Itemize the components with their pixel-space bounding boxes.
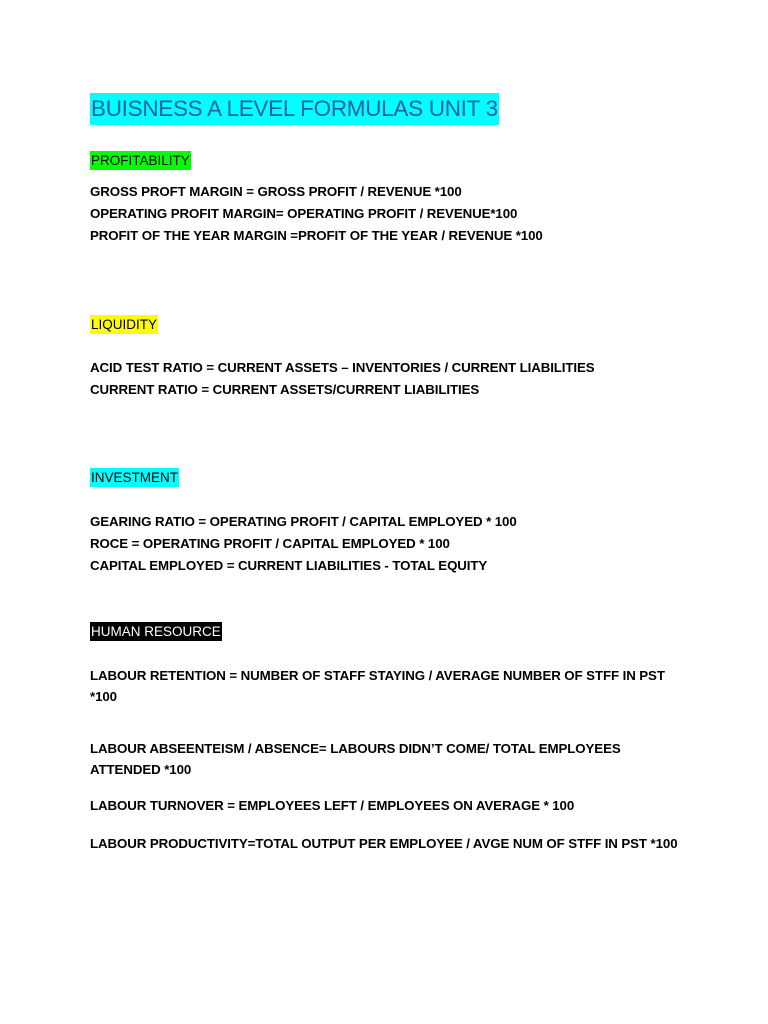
formula-line: OPERATING PROFIT MARGIN= OPERATING PROFIT / REVENUE*100 bbox=[90, 206, 518, 221]
formula-line: ROCE = OPERATING PROFIT / CAPITAL EMPLOYED * 100 bbox=[90, 536, 450, 551]
formula-line: LABOUR PRODUCTIVITY=TOTAL OUTPUT PER EMPLOYEE / AVGE NUM OF STFF IN PST *100 bbox=[90, 836, 678, 851]
formula-line: GEARING RATIO = OPERATING PROFIT / CAPITAL EMPLOYED * 100 bbox=[90, 514, 517, 529]
formula-line: ACID TEST RATIO = CURRENT ASSETS – INVENTORIES / CURRENT LIABILITIES bbox=[90, 360, 595, 375]
formula-line: LABOUR TURNOVER = EMPLOYEES LEFT / EMPLOYEES ON AVERAGE * 100 bbox=[90, 798, 575, 813]
section-heading-profitability: PROFITABILITY bbox=[91, 153, 190, 168]
formula-line: CURRENT RATIO = CURRENT ASSETS/CURRENT LIABILITIES bbox=[90, 382, 480, 397]
formula-line: CAPITAL EMPLOYED = CURRENT LIABILITIES - TOTAL EQUITY bbox=[90, 558, 488, 573]
formula-line: GROSS PROFT MARGIN = GROSS PROFIT / REVENUE *100 bbox=[90, 184, 462, 199]
formula-line: PROFIT OF THE YEAR MARGIN =PROFIT OF THE YEAR / REVENUE *100 bbox=[90, 228, 543, 243]
section-heading-liquidity: LIQUIDITY bbox=[91, 317, 158, 332]
formula-line: LABOUR RETENTION = NUMBER OF STAFF STAYING / AVERAGE NUMBER OF STFF IN PST *100 bbox=[90, 668, 665, 704]
section-heading-investment: INVESTMENT bbox=[91, 470, 179, 485]
formula-line: LABOUR ABSEENTEISM / ABSENCE= LABOURS DIDN’T COME/ TOTAL EMPLOYEES ATTENDED *100 bbox=[90, 741, 621, 777]
document-title: BUISNESS A LEVEL FORMULAS UNIT 3 bbox=[90, 93, 499, 125]
section-heading-human-resource: HUMAN RESOURCE bbox=[91, 624, 221, 639]
